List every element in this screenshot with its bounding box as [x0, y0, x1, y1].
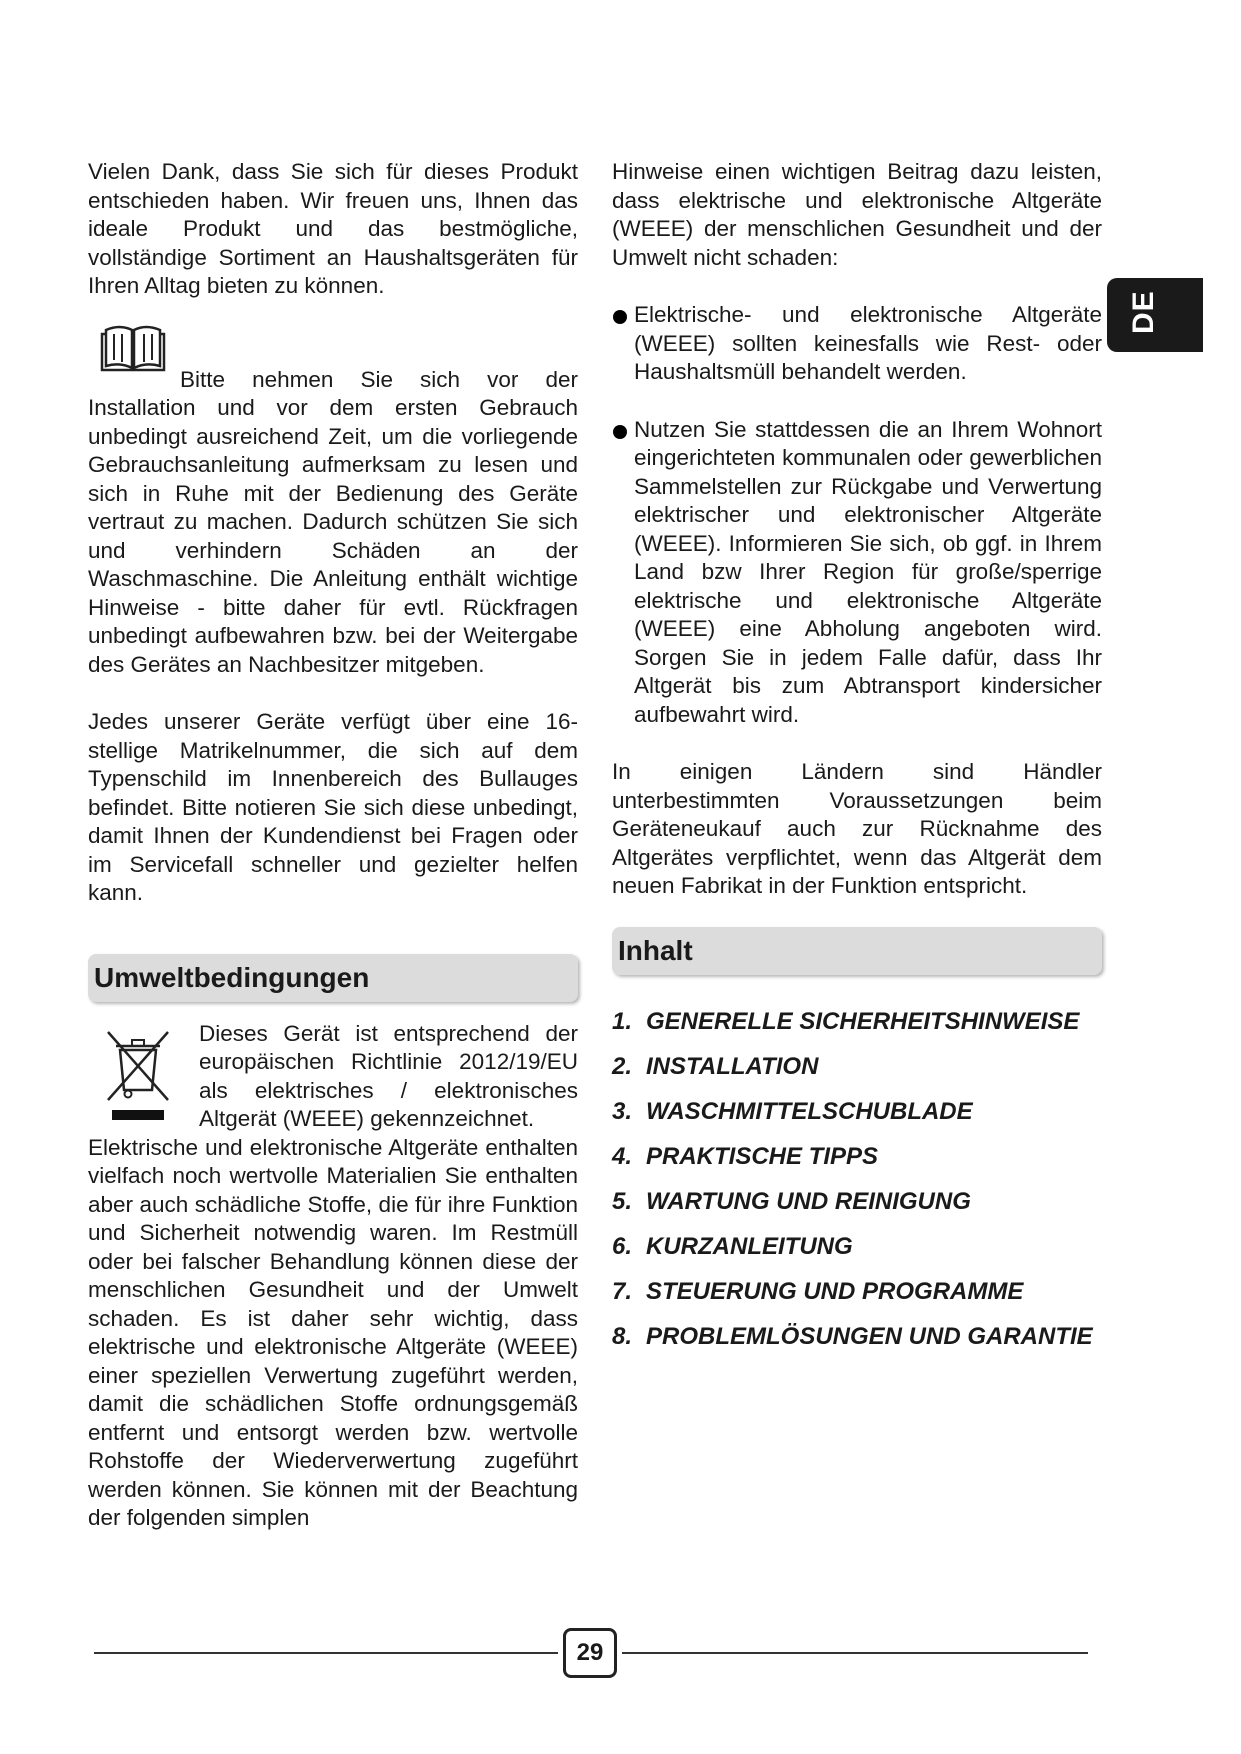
toc-item[interactable]: 6. KURZANLEITUNG [612, 1232, 853, 1260]
bullet-item [612, 301, 1102, 387]
weee-block [88, 1020, 578, 1134]
dealer-note: In einigen Ländern sind Händler unterbestimmten Voraussetzungen beim Geräteneukauf auch zur Rücknahme des Altgerätes verpflichtet, wenn das Altgerät dem neuen Fabrikat in der Funktion entspricht. [612, 759, 1102, 898]
manual-note [88, 330, 578, 680]
manual-note-text: Bitte nehmen Sie sich vor der Installation und vor dem ersten Gebrauch unbedingt ausreichend Zeit, um die vorliegende Gebrauchsanleitung aufmerksam zu lesen und sich in Ruhe mit der Bedienung des Geräte vertraut zu machen. Dadurch schützen Sie sich und verhindern Schäden an der Waschmaschine. Die Anleitung enthält wichtige Hinweise - bitte daher für evtl. Rückfragen unbedingt aufbewahren bzw. bei der Weitergabe des Gerätes an Nachbesitzer mitgeben. [88, 366, 578, 677]
footer-rule-left [94, 1652, 558, 1654]
toc-item[interactable]: 3. WASCHMITTELSCHUBLADE [612, 1097, 973, 1125]
serial-number-note: Jedes unserer Geräte verfügt über eine 16-stellige Matrikelnummer, die sich auf dem Typenschild im Innenbereich des Bullauges befindet. Bitte notieren Sie sich diese unbedingt, damit Ihnen der Kundendienst bei Fragen oder im Servicefall schneller und gezielter helfen kann. [88, 709, 578, 905]
toc-item[interactable]: 8. PROBLEMLÖSUNGEN UND GARANTIE [612, 1322, 1093, 1350]
environment-body: Elektrische und elektronische Altgeräte enthalten vielfach noch wertvolle Materialien Sie enthalten aber auch schädliche Stoffe, die für ihre Funktion und Sicherheit notwendig waren. Im Restmüll oder bei falscher Behandlung können diese der menschlichen Gesundheit und der Umwelt schaden. Es ist daher sehr wichtig, dass elektrische und elektronische Altgeräte (WEEE) einer speziellen Verwertung zugeführt werden, damit die schädlichen Stoffe ordnungsgemäß entfernt und entsorgt werden bzw. wertvolle Rohstoffe der Wiederverwertung zugeführt werden können. Sie können mit der Beachtung der folgenden simplen [88, 1134, 578, 1530]
toc-item[interactable]: 5. WARTUNG UND REINIGUNG [612, 1187, 971, 1215]
open-book-icon [100, 322, 166, 372]
toc-item[interactable]: 4. PRAKTISCHE TIPPS [612, 1142, 879, 1170]
bullet-dot-icon [613, 425, 627, 439]
toc-item[interactable]: 1. GENERELLE SICHERHEITSHINWEISE [612, 1007, 1080, 1035]
bullet-text: Elektrische- und elektronische Altgeräte (WEEE) sollten keinesfalls wie Rest- oder Haushaltsmüll behandelt werden. [634, 302, 1102, 384]
environment-continued: Hinweise einen wichtigen Beitrag dazu leisten, dass elektrische und elektronische Altgeräte (WEEE) der menschlichen Gesundheit und der Umwelt nicht schaden: [612, 159, 1102, 270]
contents-heading: Inhalt [612, 927, 1102, 975]
language-tab-label: DE [1127, 290, 1160, 334]
toc-item[interactable]: 7. STEUERUNG UND PROGRAMME [612, 1277, 1024, 1305]
toc-item[interactable]: 2. INSTALLATION [612, 1052, 819, 1080]
environment-heading: Umweltbedingungen [88, 954, 578, 1002]
right-column [612, 158, 1102, 1359]
page-number: 29 [563, 1628, 617, 1678]
footer-rule-right [622, 1652, 1088, 1654]
bullet-dot-icon [613, 310, 627, 324]
crossed-bin-icon [106, 1028, 170, 1124]
table-of-contents [612, 999, 1102, 1359]
intro-paragraph: Vielen Dank, dass Sie sich für dieses Produkt entschieden haben. Wir freuen uns, Ihnen das ideale Produkt und das bestmögliche, vollständige Sortiment an Haushaltsgeräten für Ihren Alltag bieten zu können. [88, 159, 578, 298]
bullet-text: Nutzen Sie stattdessen die an Ihrem Wohnort eingerichteten kommunalen oder gewerblichen Sammelstellen zur Rückgabe und Verwertung elektrischer und elektronischer Altgeräte (WEEE). Informieren Sie sich, ob ggf. in Ihrem Land bzw Ihrer Region für große/sperrige elektrische und elektronische Altgeräte (WEEE) eine Abholung angeboten wird. Sorgen Sie in jedem Falle dafür, dass Ihr Altgerät bis zum Abtransport kindersicher aufbewahrt wird. [634, 416, 1102, 727]
left-column [88, 158, 578, 1533]
language-tab [1107, 278, 1203, 352]
bullet-item [612, 416, 1102, 730]
weee-intro: Dieses Gerät ist entsprechend der europäischen Richtlinie 2012/19/EU als elektrisches / elektronisches Altgerät (WEEE) gekennzeichnet. [199, 1020, 578, 1131]
